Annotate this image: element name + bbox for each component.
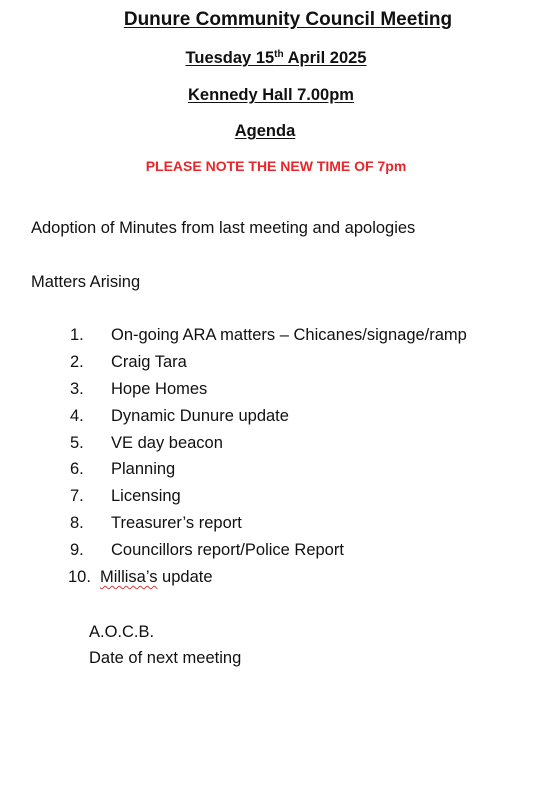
agenda-item-number: 5. (70, 433, 84, 452)
agenda-item-text (100, 568, 213, 587)
meeting-date-rest: April 2025 (283, 49, 367, 67)
meeting-venue: Kennedy Hall 7.00pm (188, 86, 354, 104)
agenda-item-text: Craig Tara (111, 352, 187, 371)
agenda-heading: Agenda (234, 122, 296, 140)
date-of-next-meeting: Date of next meeting (89, 649, 242, 667)
agenda-item-number: 7. (70, 487, 84, 506)
agenda-item-text: VE day beacon (111, 433, 223, 452)
agenda-item-text-rest: update (157, 568, 213, 587)
agenda-item-number: 10. (68, 568, 91, 587)
meeting-date-text: Tuesday 15 (185, 49, 275, 67)
meeting-title: Dunure Community Council Meeting (123, 9, 453, 30)
agenda-item-number: 6. (70, 460, 84, 479)
aocb: A.O.C.B. (89, 623, 155, 641)
spellcheck-flagged-word: Millisa’s (100, 568, 158, 587)
agenda-item-number: 1. (70, 326, 84, 344)
agenda-item-number: 9. (70, 541, 84, 560)
agenda-item-text: Licensing (111, 487, 181, 506)
adoption-of-minutes: Adoption of Minutes from last meeting and apologies (31, 219, 416, 237)
agenda-item-text: On-going ARA matters – Chicanes/signage/ramp (111, 326, 467, 344)
agenda-item-number: 3. (70, 379, 84, 398)
agenda-item-text: Hope Homes (111, 379, 208, 398)
meeting-date (0, 49, 552, 68)
agenda-item-number: 2. (70, 352, 84, 371)
agenda-item-number: 4. (70, 406, 84, 425)
meeting-date-ordinal: th (274, 49, 284, 60)
agenda-item-text: Dynamic Dunure update (111, 406, 289, 425)
agenda-item-number: 8. (70, 514, 84, 533)
agenda-item-text: Treasurer’s report (111, 514, 242, 533)
agenda-item-text: Planning (111, 460, 176, 479)
matters-arising: Matters Arising (31, 273, 141, 291)
time-change-notice: PLEASE NOTE THE NEW TIME OF 7pm (145, 158, 407, 174)
agenda-item-text: Councillors report/Police Report (111, 541, 344, 560)
